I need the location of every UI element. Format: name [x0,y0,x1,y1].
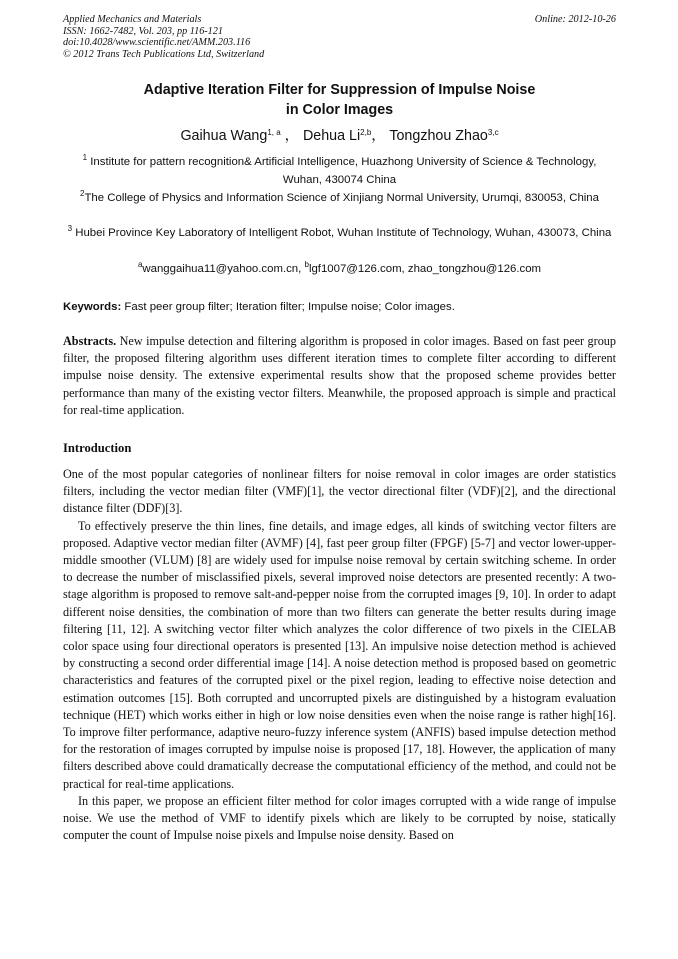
journal-header [63,14,616,60]
online-date: Online: 2012-10-26 [534,14,616,25]
title-line-1: Adaptive Iteration Filter for Suppression of Impulse Noise [143,82,536,98]
abstract-label: Abstracts. [63,334,117,348]
affiliation-number: 2 [80,188,85,198]
affiliation-number: 1 [82,153,88,162]
paper-title [63,81,616,120]
author-name: Dehua Li [302,128,361,144]
doi-line[interactable]: doi:10.4028/www.scientific.net/AMM.203.116 [63,37,251,49]
journal-name: Applied Mechanics and Materials [63,14,202,25]
affiliation-3 [63,225,616,243]
affiliation-text: Institute for pattern recognition& Artificial Intelligence, Huazhong University of Science & Technology, Wuhan, 430074 China [90,156,597,186]
introduction-body [63,466,616,844]
title-line-2: in Color Images [285,101,394,118]
section-heading: Introduction [63,441,132,455]
keywords-label: Keywords: [63,301,122,313]
author-separator: ， [371,128,390,144]
author-emails [63,261,616,278]
keywords-text: Fast peer group filter; Iteration filter; Impulse noise; Color images. [121,301,455,313]
author-superscript: 3,c [487,128,499,137]
email-address[interactable]: wanggaihua11@yahoo.com.cn, [142,263,305,275]
affiliation-text: The College of Physics and Information Science of Xinjiang Normal University, Urumqi, 830053, China [84,191,599,204]
author-name: Gaihua Wang [180,128,268,144]
abstract [63,333,616,419]
affiliation-1 [63,154,616,189]
keywords [63,299,616,315]
author-name: Tongzhou Zhao [389,128,488,144]
paragraph: To effectively preserve the thin lines, fine details, and image edges, all kinds of switching vector filters are proposed. Adaptive vector median filter (AVMF) [4], fast peer group filter (FPGF) [5-7] and vector lower-upper-middle smoother (VLUM) [8] are widely used for impulse noise removal by certain switching scheme. In order to decrease the number of misclassified pixels, several improved noise detectors are presented recently: A two-stage algorithm is proposed to remove salt-and-pepper noise from the corrupted images [9, 10]. In order to adapt different noise densities, the combination of more than two filters can generate the better results during image filtering [11, 12]. A switching vector filter which analyzes the color difference of two pixels in the CIELAB color space using four directional operators is presented [13]. An impulsive noise detection method is achieved by constructing a second order differential image [14]. A noise detection method is proposed based on geometric characteristics and features of the corrupted pixel or the pixel region, leading to effective noise detection and estimation outcomes [15]. Both corrupted and uncorrupted pixels are distinguished by a histogram evaluation technique (HET) which works either in high or low noise densities even when the noise range is rather high[16]. To improve filter performance, adaptive neuro-fuzzy inference system (ANFIS) based impulse detection method for the restoration of images corrupted by impulse noise is proposed [17, 18]. However, the application of many filters described above could dramatically decrease the computational efficiency of the method, and could not be practical for real-time applications. [63,518,616,791]
journal-info [63,14,616,60]
affiliation-2 [63,190,616,208]
abstract-text: New impulse detection and filtering algorithm is proposed in color images. Based on fast peer group filter, the proposed filtering algorithm uses different iteration times to complete filter according to different impulse noise density. The extensive experimental results show that the proposed scheme provides better performance than many of the existing vector filters. Meanwhile, the proposed approach is simple and practical for real-time application. [63,334,616,417]
affiliation-text: Hubei Province Key Laboratory of Intelligent Robot, Wuhan Institute of Technology, Wuhan, 430073, China [75,227,612,239]
email-superscript: b [304,260,309,269]
author-superscript: 2,b [360,128,372,137]
author-list [63,126,616,146]
author-separator: ， [280,128,303,144]
paragraph: In this paper, we propose an efficient filter method for color images corrupted with a wide range of impulse noise. We use the method of VMF to identify pixels which are likely to be corrupted by noise, statically computer the count of Impulse noise pixels and Impulse noise density. Based on [63,793,616,843]
email-address[interactable]: lgf1007@126.com, zhao_tongzhou@126.com [308,263,542,275]
issn-line: ISSN: 1662-7482, Vol. 203, pp 116-121 [63,25,223,37]
copyright-line: © 2012 Trans Tech Publications Ltd, Switzerland [63,48,265,60]
email-superscript: a [137,260,143,269]
paragraph: One of the most popular categories of nonlinear filters for noise removal in color images are order statistics filters, including the vector median filter (VMF)[1], the vector directional filter (VDF)[2], and the directional distance filter (DDF)[3]. [63,467,616,516]
author-superscript: 1, a [267,128,281,137]
affiliation-number: 3 [67,224,73,233]
